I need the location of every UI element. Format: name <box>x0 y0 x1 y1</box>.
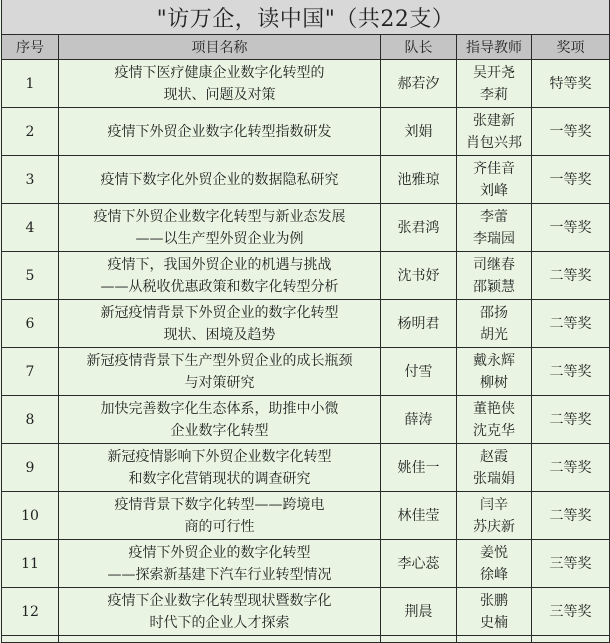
project-line: 现状、问题及对策 <box>163 86 276 103</box>
cell-award[interactable]: 二等奖 <box>532 300 610 348</box>
cell-award[interactable]: 二等奖 <box>532 444 610 492</box>
tutor-name: 姜悦 <box>480 544 508 561</box>
cell-index[interactable]: 12 <box>2 588 59 636</box>
cell-leader[interactable]: 刘娟 <box>381 108 457 156</box>
tutor-name: 齐佳音 <box>473 160 515 177</box>
table-row <box>2 540 610 588</box>
cell-award[interactable]: 二等奖 <box>532 492 610 540</box>
table-row <box>2 252 610 300</box>
tutor-name: 苏庆新 <box>473 518 515 535</box>
cell-empty[interactable] <box>381 636 457 643</box>
cell-project[interactable] <box>59 300 381 348</box>
header-index[interactable]: 序号 <box>2 35 59 60</box>
cell-project[interactable] <box>59 444 381 492</box>
project-line: 疫情背景下数字化转型——跨境电 <box>114 496 325 513</box>
cell-index[interactable]: 11 <box>2 540 59 588</box>
table-row <box>2 156 610 204</box>
cell-index[interactable]: 2 <box>2 108 59 156</box>
cell-leader[interactable]: 李心蕊 <box>381 540 457 588</box>
tutor-name: 赵霞 <box>480 448 508 465</box>
cell-tutors[interactable] <box>457 492 532 540</box>
cell-project[interactable] <box>59 348 381 396</box>
cell-project[interactable] <box>59 396 381 444</box>
cell-project[interactable] <box>59 252 381 300</box>
tutor-name: 胡光 <box>480 326 508 343</box>
cell-leader[interactable]: 池雅琼 <box>381 156 457 204</box>
project-line: 疫情下外贸企业的数字化转型 <box>128 544 311 561</box>
cell-tutors[interactable] <box>457 204 532 252</box>
cell-index[interactable]: 8 <box>2 396 59 444</box>
cell-tutors[interactable] <box>457 348 532 396</box>
title-row <box>2 0 610 35</box>
project-line: ——从税收优惠政策和数字化转型分析 <box>100 278 339 295</box>
table-row <box>2 588 610 636</box>
cell-tutors[interactable] <box>457 396 532 444</box>
project-line: 疫情下，我国外贸企业的机遇与挑战 <box>107 256 332 273</box>
tutor-name: 吴开尧 <box>473 64 515 81</box>
tutor-name: 肖包兴邦 <box>466 134 522 151</box>
cell-index[interactable]: 3 <box>2 156 59 204</box>
cell-project[interactable] <box>59 60 381 108</box>
cell-project[interactable] <box>59 204 381 252</box>
tutor-name: 司继春 <box>473 256 515 273</box>
cell-tutors[interactable] <box>457 540 532 588</box>
cell-leader[interactable]: 荆晨 <box>381 588 457 636</box>
table-row <box>2 204 610 252</box>
project-line: ——以生产型外贸企业为例 <box>135 230 304 247</box>
cell-index[interactable]: 4 <box>2 204 59 252</box>
cell-leader[interactable]: 薛涛 <box>381 396 457 444</box>
cell-award[interactable]: 三等奖 <box>532 588 610 636</box>
table-row <box>2 492 610 540</box>
cell-leader[interactable]: 林佳莹 <box>381 492 457 540</box>
cell-empty[interactable] <box>532 636 610 643</box>
cell-leader[interactable]: 张君鸿 <box>381 204 457 252</box>
tutor-name: 邵扬 <box>480 304 508 321</box>
cell-index[interactable]: 10 <box>2 492 59 540</box>
cell-index[interactable]: 9 <box>2 444 59 492</box>
project-line: 新冠疫情影响下外贸企业数字化转型 <box>107 448 332 465</box>
tutor-name: 戴永辉 <box>473 352 515 369</box>
cell-tutors[interactable] <box>457 588 532 636</box>
cell-project[interactable] <box>59 588 381 636</box>
project-line: 与对策研究 <box>184 374 255 391</box>
tutor-name: 李瑞园 <box>473 230 515 247</box>
cell-index[interactable]: 6 <box>2 300 59 348</box>
tutor-name: 张瑞娟 <box>473 470 515 487</box>
project-line: 新冠疫情背景下外贸企业的数字化转型 <box>100 304 339 321</box>
cell-project[interactable] <box>59 156 381 204</box>
tutor-name: 柳树 <box>480 374 508 391</box>
project-line: 疫情下医疗健康企业数字化转型的 <box>114 64 325 81</box>
project-line: ——探索新基建下汽车行业转型情况 <box>107 566 332 583</box>
cell-tutors[interactable] <box>457 252 532 300</box>
cell-award[interactable]: 一等奖 <box>532 108 610 156</box>
cell-award[interactable]: 一等奖 <box>532 204 610 252</box>
cell-project[interactable] <box>59 540 381 588</box>
table-row-partial <box>2 636 610 643</box>
cell-empty[interactable] <box>59 636 381 643</box>
cell-tutors[interactable] <box>457 444 532 492</box>
table-row <box>2 60 610 108</box>
project-line: 商的可行性 <box>184 518 255 535</box>
cell-leader[interactable]: 付雪 <box>381 348 457 396</box>
cell-award[interactable]: 二等奖 <box>532 396 610 444</box>
cell-award[interactable]: 一等奖 <box>532 156 610 204</box>
table-title[interactable]: "访万企，读中国"（共22支） <box>2 0 610 35</box>
cell-index[interactable]: 7 <box>2 348 59 396</box>
project-line: 加快完善数字化生态体系，助推中小微 <box>100 400 339 417</box>
project-line: 疫情下数字化外贸企业的数据隐私研究 <box>100 171 339 188</box>
project-line: 疫情下外贸企业数字化转型与新业态发展 <box>93 208 346 225</box>
tutor-name: 闫辛 <box>480 496 508 513</box>
tutor-name: 李蕾 <box>480 208 508 225</box>
cell-project[interactable] <box>59 492 381 540</box>
cell-index[interactable]: 1 <box>2 60 59 108</box>
cell-leader[interactable]: 沈书妤 <box>381 252 457 300</box>
project-line: 和数字化营销现状的调查研究 <box>128 470 311 487</box>
cell-tutors[interactable] <box>457 300 532 348</box>
project-line: 企业数字化转型 <box>170 422 269 439</box>
project-line: 现状、困境及趋势 <box>163 326 276 343</box>
table-row <box>2 300 610 348</box>
header-tutors[interactable]: 指导教师 <box>457 35 532 60</box>
tutor-name: 张建新 <box>473 112 515 129</box>
project-line: 疫情下企业数字化转型现状暨数字化 <box>107 592 332 609</box>
cell-leader[interactable]: 姚佳一 <box>381 444 457 492</box>
table-row <box>2 444 610 492</box>
header-row <box>2 35 610 60</box>
cell-award[interactable]: 三等奖 <box>532 540 610 588</box>
cell-index[interactable]: 5 <box>2 252 59 300</box>
cell-empty[interactable] <box>2 636 59 643</box>
cell-tutors[interactable] <box>457 60 532 108</box>
tutor-name: 史楠 <box>480 614 508 631</box>
table-row <box>2 396 610 444</box>
tutor-name: 张鹏 <box>480 592 508 609</box>
project-line: 疫情下外贸企业数字化转型指数研发 <box>107 123 332 140</box>
header-leader[interactable]: 队长 <box>381 35 457 60</box>
tutor-name: 董艳侠 <box>473 400 515 417</box>
header-project[interactable]: 项目名称 <box>59 35 381 60</box>
tutor-name: 沈克华 <box>473 422 515 439</box>
cell-leader[interactable]: 郝若汐 <box>381 60 457 108</box>
tutor-name: 刘峰 <box>480 182 508 199</box>
cell-award[interactable]: 二等奖 <box>532 252 610 300</box>
project-line: 新冠疫情背景下生产型外贸企业的成长瓶颈 <box>86 352 353 369</box>
tutor-name: 徐峰 <box>480 566 508 583</box>
cell-project[interactable] <box>59 108 381 156</box>
table-row <box>2 108 610 156</box>
cell-award[interactable]: 特等奖 <box>532 60 610 108</box>
cell-tutors[interactable] <box>457 108 532 156</box>
tutor-name: 邵颖慧 <box>473 278 515 295</box>
project-line: 时代下的企业人才探索 <box>149 614 290 631</box>
awards-table <box>1 0 610 643</box>
header-award[interactable]: 奖项 <box>532 35 610 60</box>
table-row <box>2 348 610 396</box>
cell-tutors[interactable] <box>457 156 532 204</box>
cell-leader[interactable]: 杨明君 <box>381 300 457 348</box>
cell-empty[interactable] <box>457 636 532 643</box>
tutor-name: 李莉 <box>480 86 508 103</box>
cell-award[interactable]: 二等奖 <box>532 348 610 396</box>
